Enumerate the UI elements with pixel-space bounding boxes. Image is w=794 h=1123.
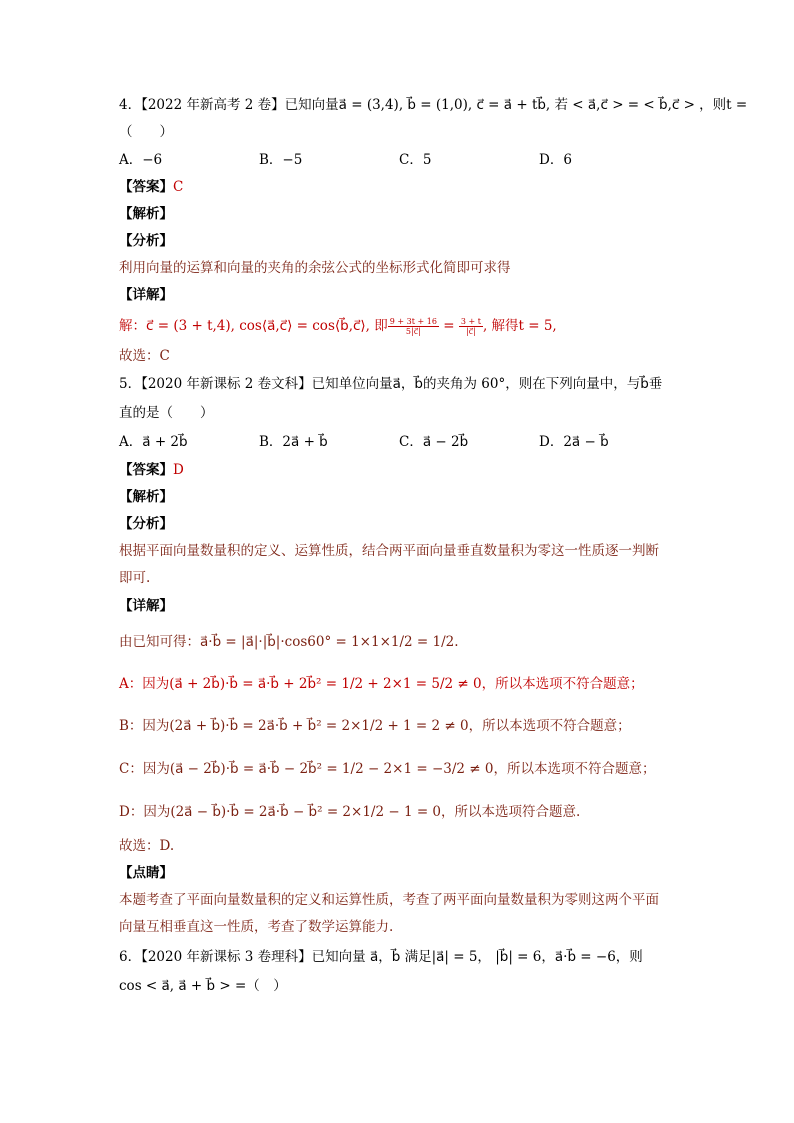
q6-stem-line2: cos < a⃗, a⃗ + b⃗ > =（ ） — [119, 978, 287, 994]
q5-fenxi-line2: 即可. — [119, 570, 151, 586]
q4-stem-line1: 4．【2022 年新高考 2 卷】已知向量a⃗ = (3,4), b⃗ = (1,0), c⃗ = a⃗ + tb⃗, 若 < a⃗,c⃗ > = < b⃗,c⃗ > ，则t = — [119, 97, 748, 113]
q5-options — [119, 433, 679, 451]
q5-option-d-check: D：因为(2a⃗ − b⃗)·b⃗ = 2a⃗·b⃗ − b⃗² = 2×1/2 − 1 = 0，所以本选项符合题意. — [119, 804, 581, 820]
answer-value: C — [173, 179, 184, 195]
q4-options — [119, 151, 679, 169]
answer-tag: 【答案】 — [119, 462, 173, 478]
q5-stem-line1: 5．【2020 年新课标 2 卷文科】已知单位向量a⃗，b⃗的夹角为 60°，则在下列向量中，与b⃗垂 — [119, 376, 663, 392]
q5-analysis-tag: 【解析】 — [119, 489, 173, 505]
q4-detail-pre: 解：c⃗ = (3 + t,4), cos⟨a⃗,c⃗⟩ = cos⟨b⃗,c⃗⟩, 即 — [119, 318, 388, 334]
q5-known: 由已知可得：a⃗·b⃗ = |a⃗|·|b⃗|·cos60° = 1×1×1/2 = 1/2. — [119, 634, 459, 650]
q4-analysis-tag: 【解析】 — [119, 206, 173, 222]
q5-detail-tag: 【详解】 — [119, 598, 173, 614]
q4-option-a: A．−6 — [119, 152, 163, 168]
q5-option-b-check: B：因为(2a⃗ + b⃗)·b⃗ = 2a⃗·b⃗ + b⃗² = 2×1/2 + 1 = 2 ≠ 0，所以本选项不符合题意； — [119, 718, 631, 734]
q4-detail-post: , 解得t = 5, — [482, 318, 557, 334]
q4-fraction-2: $\frac{3 + t}{|c⃗|}$ — [460, 317, 481, 336]
q5-option-a-check: A：因为(a⃗ + 2b⃗)·b⃗ = a⃗·b⃗ + 2b⃗² = 1/2 + 2×1 = 5/2 ≠ 0，所以本选项不符合题意； — [119, 676, 644, 692]
q5-stem-line2: 直的是（ ） — [119, 405, 214, 421]
q4-option-d: D．6 — [539, 152, 572, 168]
q4-option-c: C．5 — [399, 152, 432, 168]
q4-stem-line2: （ ） — [119, 124, 173, 140]
q5-option-d: D．2a⃗ − b⃗ — [539, 434, 609, 450]
q6-stem-line1: 6．【2020 年新课标 3 卷理科】已知向量 a⃗，b⃗ 满足|a⃗| = 5， |b⃗| = 6，a⃗·b⃗ = −6，则 — [119, 949, 643, 965]
q4-fenxi-tag: 【分析】 — [119, 233, 173, 249]
q5-comment-tag: 【点睛】 — [119, 865, 173, 881]
q4-detail-solution: 解：c⃗ = (3 + t,4), cos⟨a⃗,c⃗⟩ = cos⟨b⃗,c⃗⟩, 即 $\frac{9 + 3t + 16}{5|c⃗|}$ = $\frac{3 + t}{|c⃗|}$ , 解得t = 5, — [119, 317, 557, 336]
q4-choose: 故选：C — [119, 348, 170, 364]
q4-fraction-1: $\frac{9 + 3t + 16}{5|c⃗|}$ — [389, 317, 437, 336]
q5-fenxi-tag: 【分析】 — [119, 516, 173, 532]
answer-tag: 【答案】 — [119, 179, 173, 195]
q4-fenxi-text: 利用向量的运算和向量的夹角的余弦公式的坐标形式化简即可求得 — [119, 260, 511, 276]
q5-option-c: C．a⃗ − 2b⃗ — [399, 434, 469, 450]
answer-value: D — [173, 462, 184, 478]
q5-option-c-check: C：因为(a⃗ − 2b⃗)·b⃗ = a⃗·b⃗ − 2b⃗² = 1/2 − 2×1 = −3/2 ≠ 0，所以本选项不符合题意； — [119, 761, 656, 777]
q4-answer — [119, 178, 679, 196]
q5-comment-line1: 本题考查了平面向量数量积的定义和运算性质，考查了两平面向量数量积为零则这两个平面 — [119, 892, 659, 908]
q5-comment-line2: 向量互相垂直这一性质，考查了数学运算能力. — [119, 919, 394, 935]
q4-detail-tag: 【详解】 — [119, 287, 173, 303]
q5-fenxi-line1: 根据平面向量数量积的定义、运算性质，结合两平面向量垂直数量积为零这一性质逐一判断 — [119, 543, 659, 559]
q5-answer — [119, 461, 679, 479]
q5-choose: 故选：D. — [119, 838, 175, 854]
q5-option-b: B．2a⃗ + b⃗ — [259, 434, 328, 450]
q4-option-b: B．−5 — [259, 152, 303, 168]
q5-option-a: A．a⃗ + 2b⃗ — [119, 434, 188, 450]
